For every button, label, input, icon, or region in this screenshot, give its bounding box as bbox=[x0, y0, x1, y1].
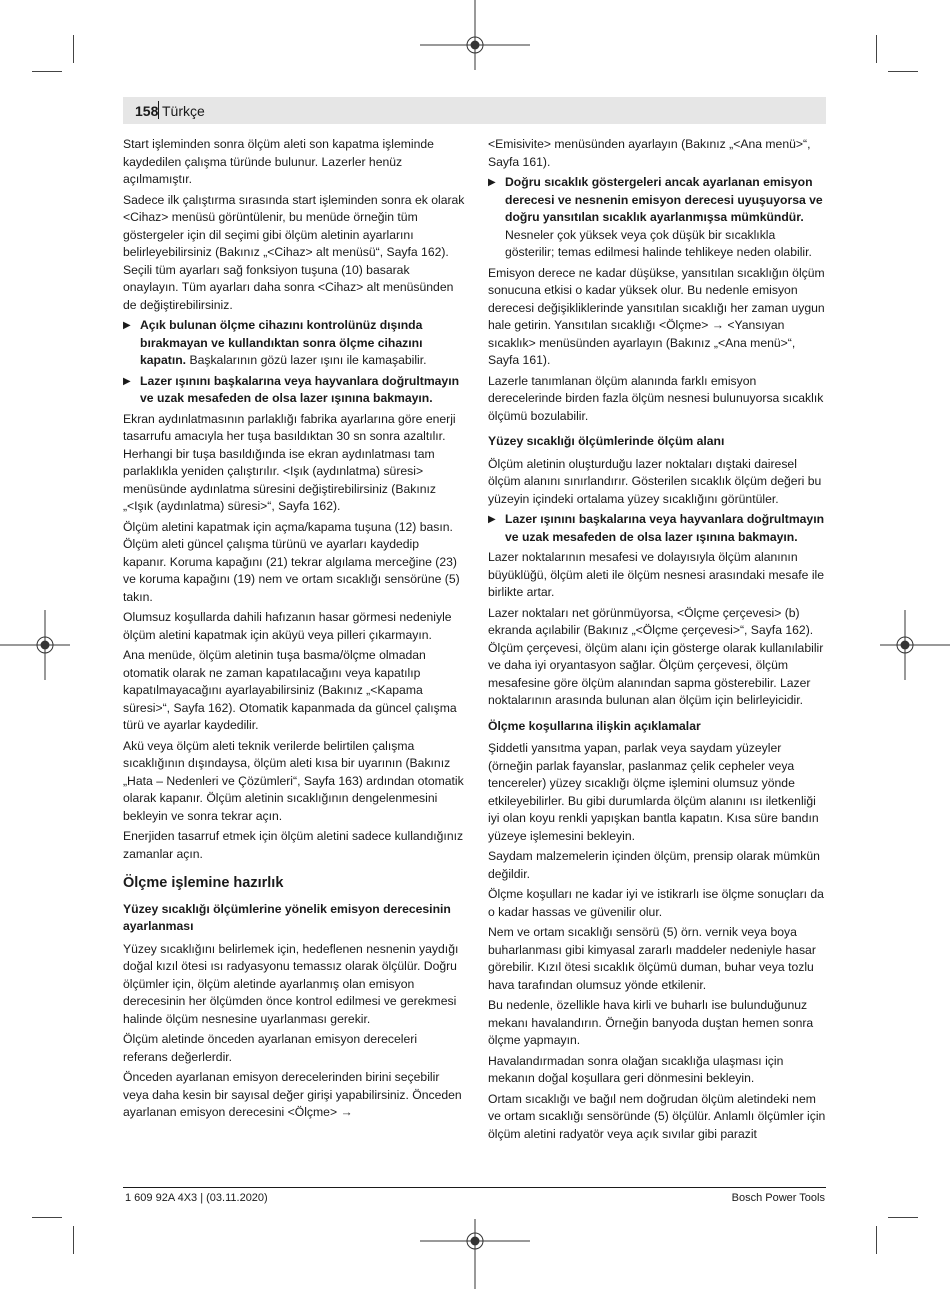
paragraph: Önceden ayarlanan emisyon derecelerinden birini seçebilir veya daha kesin bir sayısal değer girişi yapabilirsiniz. Önceden ayarlanan emisyon derecesini <Ölçme> → bbox=[123, 1070, 462, 1119]
crop-mark bbox=[876, 1226, 877, 1254]
paragraph: Saydam malzemelerin içinden ölçüm, prensip olarak mümkün değildir. bbox=[488, 849, 820, 881]
warning-item bbox=[123, 373, 465, 408]
warning-item bbox=[488, 174, 826, 262]
paragraph: Nem ve ortam sıcaklığı sensörü (5) örn. vernik veya boya buharlanması gibi kimyasal zararlı maddeler nedeniyle hasar görebilir. Kızıl ötesi sıcaklık ölçümü duman, buhar veya tozlu hava tarafından olumsuz yönde etkilenir. bbox=[488, 925, 816, 992]
left-column bbox=[123, 136, 465, 1125]
paragraph: Ekran aydınlatmasının parlaklığı fabrika ayarlarına göre enerji tasarrufu amacıyla her tuşa basıldıktan 30 sn sonra azaltılır. Herhangi bir tuşa basıldığında ise ekran aydınlatması tam parlaklıkla yeniden çalıştırılır. <Işık (aydınlatma) süresi> menüsünde aydınlatma süresini değiştirebilirsiniz (Bakınız „<Işık (aydınlatma) süresi>“, Sayfa 162). bbox=[123, 411, 456, 513]
registration-mark-bottom bbox=[420, 1219, 530, 1289]
warning-item bbox=[488, 511, 826, 546]
warning-arrow-icon: ▶ bbox=[488, 514, 496, 525]
paragraph: Yüzey sıcaklığını belirlemek için, hedeflenen nesnenin yaydığı doğal kızıl ötesi ısı radyasyonu temassız olarak ölçülür. Doğru ölçümler için, ölçüm aletinde ayarlanmış olan emisyon derecesinin her ölçümden önce kontrol edilmesi ve gerekmesi halinde ölçüm nesnesine uyarlanması gerekir. bbox=[123, 941, 459, 1026]
paragraph: Şiddetli yansıtma yapan, parlak veya saydam yüzeyler (örneğin parlak fayanslar, paslanmaz çelik cepheler veya tencereler) yüzey sıcaklığı ölçme işlemini olumsuz yönde etkileyebilirler. Bu gibi durumlarda ölçüm alanını ısı iletkenliği iyi olan koyu renkli yapışkan bantla kapatın. Kısa süre bandın yüzeye işlemesini bekleyin. bbox=[488, 741, 819, 843]
crop-mark bbox=[32, 1217, 62, 1218]
page-number: 158 bbox=[135, 103, 159, 119]
warning-text: Nesneler çok yüksek veya çok düşük bir sıcaklıkla gösterilir; temas edilmesi halinde tehlikeye neden olabilir. bbox=[505, 227, 812, 259]
crop-mark bbox=[73, 1226, 74, 1254]
paragraph: Havalandırmadan sonra olağan sıcaklığa ulaşması için mekanın doğal koşullara geri dönmesini bekleyin. bbox=[488, 1053, 784, 1085]
warning-text: Başkalarının gözü lazer ışını ile kamaşabilir. bbox=[186, 353, 427, 367]
registration-mark-top bbox=[420, 0, 530, 70]
registration-mark-right bbox=[880, 610, 950, 680]
crop-mark bbox=[876, 35, 877, 63]
paragraph: Akü veya ölçüm aleti teknik verilerde belirtilen çalışma sıcaklığının dışındaysa, ölçüm aleti kısa bir uyarının (Bakınız „Hata – Nedenleri ve Çözümleri“, Sayfa 163) ardından otomatik olarak kapanır. Ölçüm aletinin sıcaklığının dengelenmesini bekleyin ve sonra tekrar açın. bbox=[123, 738, 464, 823]
footer-rule bbox=[123, 1187, 826, 1188]
paragraph: Ölçüm aletinde önceden ayarlanan emisyon dereceleri referans değerlerdir. bbox=[123, 1032, 418, 1064]
right-column bbox=[488, 136, 826, 1146]
warning-arrow-icon: ▶ bbox=[488, 177, 496, 188]
crop-mark bbox=[32, 71, 62, 72]
paragraph: Ölçüm aletini kapatmak için açma/kapama tuşuna (12) basın. Ölçüm aleti güncel çalışma türünü ve ayarları kaydedip kapanır. Koruma kapağını (21) tekrar algılama merceğine (23) ve koruma kapağını (19) nem ve ortam sıcaklığı sensörüne (5) takın. bbox=[123, 519, 460, 604]
paragraph: Lazer noktalarının mesafesi ve dolayısıyla ölçüm alanının büyüklüğü, ölçüm aleti ile ölçüm nesnesi arasındaki mesafe ile birlikte artar. bbox=[488, 550, 825, 599]
paragraph: Bu nedenle, özellikle hava kirli ve buharlı ise bulunduğunuz mekanı havalandırın. Örneğin banyoda duştan hemen sonra ölçme yapmayın. bbox=[488, 998, 814, 1047]
page-language: Türkçe bbox=[162, 103, 205, 119]
paragraph: Sadece ilk çalıştırma sırasında start işleminden sonra ek olarak <Cihaz> menüsü görüntülenir, bu menüde örneğin tüm göstergeler için dil seçimi gibi ölçüm aletinin ayarlarını belirleyebilirsiniz (Bakınız „<Cihaz> alt menüsü“, Sayfa 162). Seçili tüm ayarları sağ fonksiyon tuşuna (10) basarak onaylayın. Tüm ayarları daha sonra <Cihaz> alt menüsünden de değiştirebilirsiniz. bbox=[123, 192, 465, 312]
paragraph: Ortam sıcaklığı ve bağıl nem doğrudan ölçüm aletindeki nem ve ortam sıcaklığı sensöründe (5) ölçülür. Anlamlı ölçümler için ölçüm aletini radyatör veya açık sıvılar gibi parazit bbox=[488, 1091, 826, 1141]
registration-mark-left bbox=[0, 610, 70, 680]
warning-bold-text: Lazer ışınını başkalarına veya hayvanlara doğrultmayın ve uzak mesafeden de olsa lazer ışınına bakmayın. bbox=[140, 373, 460, 405]
subsection-heading: Yüzey sıcaklığı ölçümlerine yönelik emisyon derecesinin ayarlanması bbox=[123, 901, 451, 933]
subsection-heading: Ölçme koşullarına ilişkin açıklamalar bbox=[488, 718, 701, 733]
warning-item bbox=[123, 317, 465, 370]
paragraph: Emisyon derece ne kadar düşükse, yansıtılan sıcaklığın ölçüm sonucuna etkisi o kadar yüksek olur. Bu nedenle emisyon derecesi değişikliklerinde yansıtılan sıcaklığı her zaman uygun hale getirin. Yansıtılan sıcaklığı <Ölçme> → <Yansıyan sıcaklık> menüsünden ayarlayın (Bakınız „<Ana menü>“, Sayfa 161). bbox=[488, 265, 825, 367]
paragraph: Lazerle tanımlanan ölçüm alanında farklı emisyon derecelerinde birden fazla ölçüm nesnesi bulunuyorsa sıcaklık ölçümü bozulabilir. bbox=[488, 373, 824, 423]
section-heading: Ölçme işlemine hazırlık bbox=[123, 875, 284, 891]
warning-bold-text: Lazer ışınını başkalarına veya hayvanlara doğrultmayın ve uzak mesafeden de olsa lazer ışınına bakmayın. bbox=[505, 512, 825, 544]
header-divider bbox=[158, 101, 159, 119]
subsection-heading: Yüzey sıcaklığı ölçümlerinde ölçüm alanı bbox=[488, 434, 725, 448]
footer-brand: Bosch Power Tools bbox=[731, 1192, 825, 1204]
footer-doc-id: 1 609 92A 4X3 | (03.11.2020) bbox=[125, 1192, 268, 1204]
warning-bold-text: Açık bulunan ölçme cihazını kontrolünüz dışında bırakmayan ve kullandıktan sonra ölçme cihazını kapatın. bbox=[140, 318, 423, 367]
page-header bbox=[123, 97, 826, 124]
warning-arrow-icon: ▶ bbox=[123, 320, 131, 331]
paragraph: Start işleminden sonra ölçüm aleti son kapatma işleminde kaydedilen çalışma türünde bulunur. Lazerler henüz açılmamıştır. bbox=[123, 137, 434, 186]
warning-arrow-icon: ▶ bbox=[123, 375, 131, 387]
paragraph: Lazer noktaları net görünmüyorsa, <Ölçme çerçevesi> (b) ekranda açılabilir (Bakınız „<Ölçme çerçevesi>“, Sayfa 162). Ölçüm çerçevesi, ölçüm alanı için gösterge olarak kullanılabilir ve daha iyi oryantasyon sağlar. Ölçüm çerçevesi, ölçüm mesafesine göre ölçüm alanından sapma gösterebilir. Lazer noktalarının arasında bulunan alan ölçüm için belirleyicidir. bbox=[488, 605, 824, 707]
paragraph: Ölçme koşulları ne kadar iyi ve istikrarlı ise ölçme sonuçları da o kadar hassas ve güvenilir olur. bbox=[488, 887, 824, 919]
crop-mark bbox=[888, 71, 918, 72]
paragraph: Enerjiden tasarruf etmek için ölçüm aletini sadece kullandığınız zamanlar açın. bbox=[123, 829, 464, 861]
warning-bold-text: Doğru sıcaklık göstergeleri ancak ayarlanan emisyon derecesi ve nesnenin emisyon derecesi uyuşuyorsa ve doğru yansıtılan sıcaklık ayarlanmışsa mümkündür. bbox=[505, 175, 823, 224]
paragraph: Ölçüm aletinin oluşturduğu lazer noktaları dıştaki dairesel ölçüm alanını sınırlandırır. Gösterilen sıcaklık ölçüm değeri bu yüzeyin içindeki ortalama yüzey sıcaklığını görüntüler. bbox=[488, 456, 822, 506]
crop-mark bbox=[888, 1217, 918, 1218]
crop-mark bbox=[73, 35, 74, 63]
paragraph: Ana menüde, ölçüm aletinin tuşa basma/ölçme olmadan otomatik olarak ne zaman kapatılacağını veya kapatılıp kapatılmayacağını ayarlayabilirsiniz (Bakınız „<Kapama süresi>“, Sayfa 162). Otomatik kapanmada da güncel çalışma türü ve ayarlar kaydedilir. bbox=[123, 648, 457, 732]
paragraph: Olumsuz koşullarda dahili hafızanın hasar görmesi nedeniyle ölçüm aletini kapatmak için aküyü veya pilleri çıkarmayın. bbox=[123, 610, 452, 642]
paragraph: <Emisivite> menüsünden ayarlayın (Bakınız „<Ana menü>“, Sayfa 161). bbox=[488, 137, 811, 169]
